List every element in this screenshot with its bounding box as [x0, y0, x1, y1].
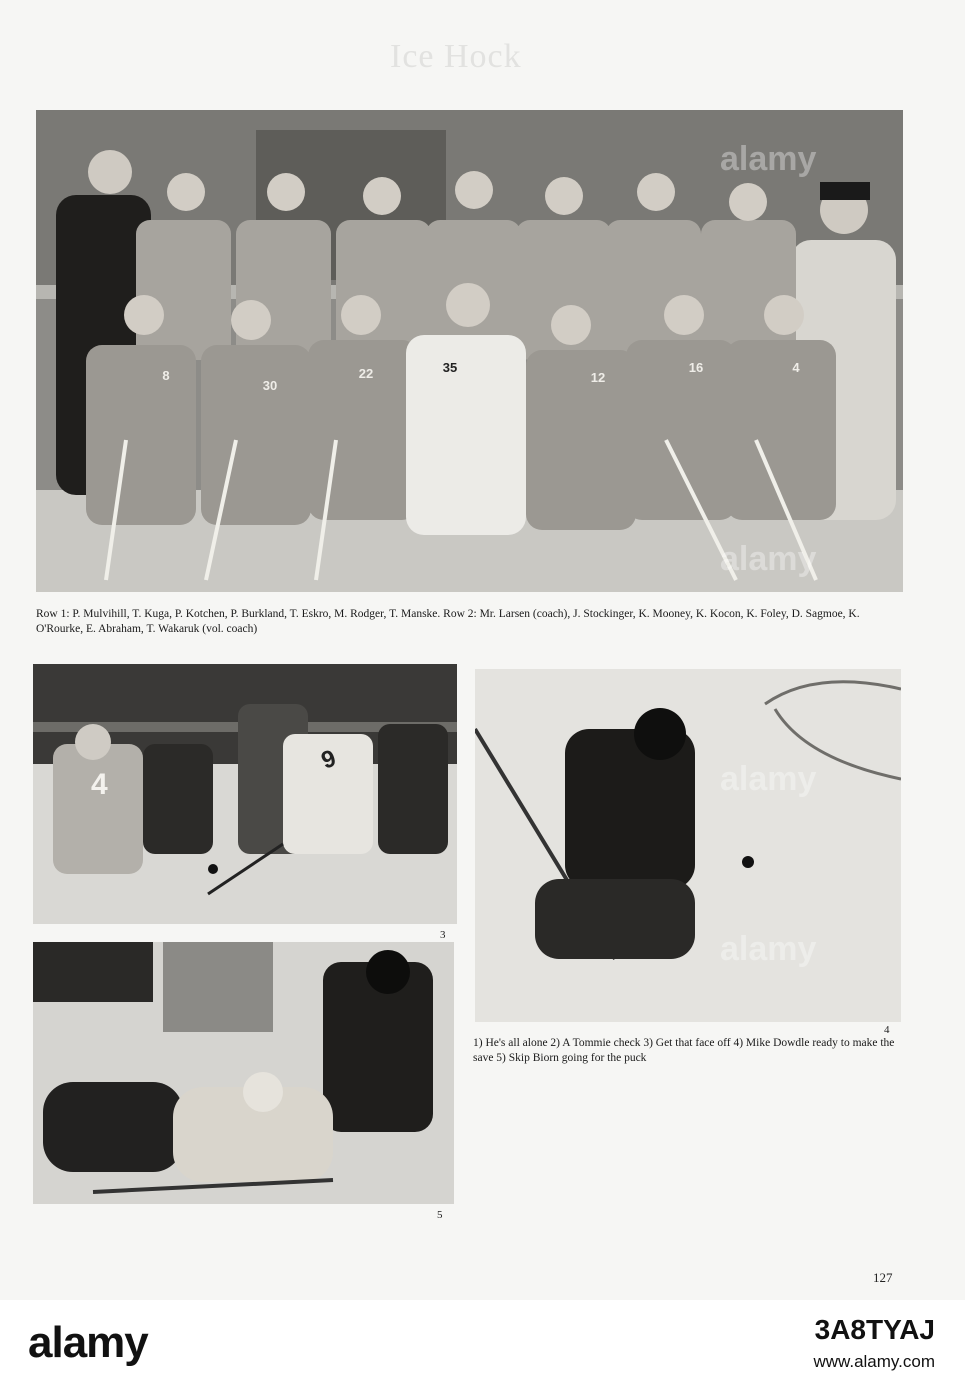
stock-watermark: alamy: [720, 930, 817, 968]
stock-watermark: alamy: [720, 540, 817, 578]
scramble-photo: [33, 942, 454, 1204]
action-photos-caption: 1) He's all alone 2) A Tommie check 3) Get that face off 4) Mike Dowdle ready to make the save 5) Skip Biorn going for the puck: [473, 1037, 895, 1064]
faceoff-photo: [33, 664, 457, 924]
alamy-logo: alamy: [28, 1318, 148, 1367]
goalie-photo: [475, 669, 901, 1022]
stock-footer: [0, 1300, 965, 1390]
stock-watermark: alamy: [720, 760, 817, 798]
jersey-number: 4: [792, 360, 800, 375]
team-photo-caption: Row 1: P. Mulvihill, T. Kuga, P. Kotchen, P. Burkland, T. Eskro, M. Rodger, T. Manske. Row 2: Mr. Larsen (coach), J. Stockinger, K. Mooney, K. Kocon, K. Foley, D. Sagmoe, K. O'Rourke, E. Abraham, T. Wakaruk (vol. coach): [36, 608, 860, 635]
page-number: 127: [873, 1270, 893, 1285]
jersey-number: 22: [358, 366, 374, 381]
image-id: 3A8TYAJ: [814, 1314, 935, 1345]
jersey-number: 30: [262, 378, 278, 393]
photo-number: 5: [437, 1209, 443, 1221]
jersey-number: 16: [688, 360, 704, 375]
jersey-number: 8: [162, 368, 170, 383]
faded-heading: Ice Hock: [390, 38, 522, 75]
stock-url[interactable]: www.alamy.com: [813, 1352, 935, 1371]
photo-number: 3: [440, 929, 446, 941]
jersey-number: 12: [590, 370, 606, 385]
jersey-number: 9: [317, 744, 340, 775]
team-photo: [36, 110, 903, 592]
stock-watermark: alamy: [720, 140, 817, 178]
photo-number: 4: [884, 1024, 890, 1036]
jersey-number: 4: [91, 768, 108, 801]
jersey-number: 35: [442, 360, 458, 375]
